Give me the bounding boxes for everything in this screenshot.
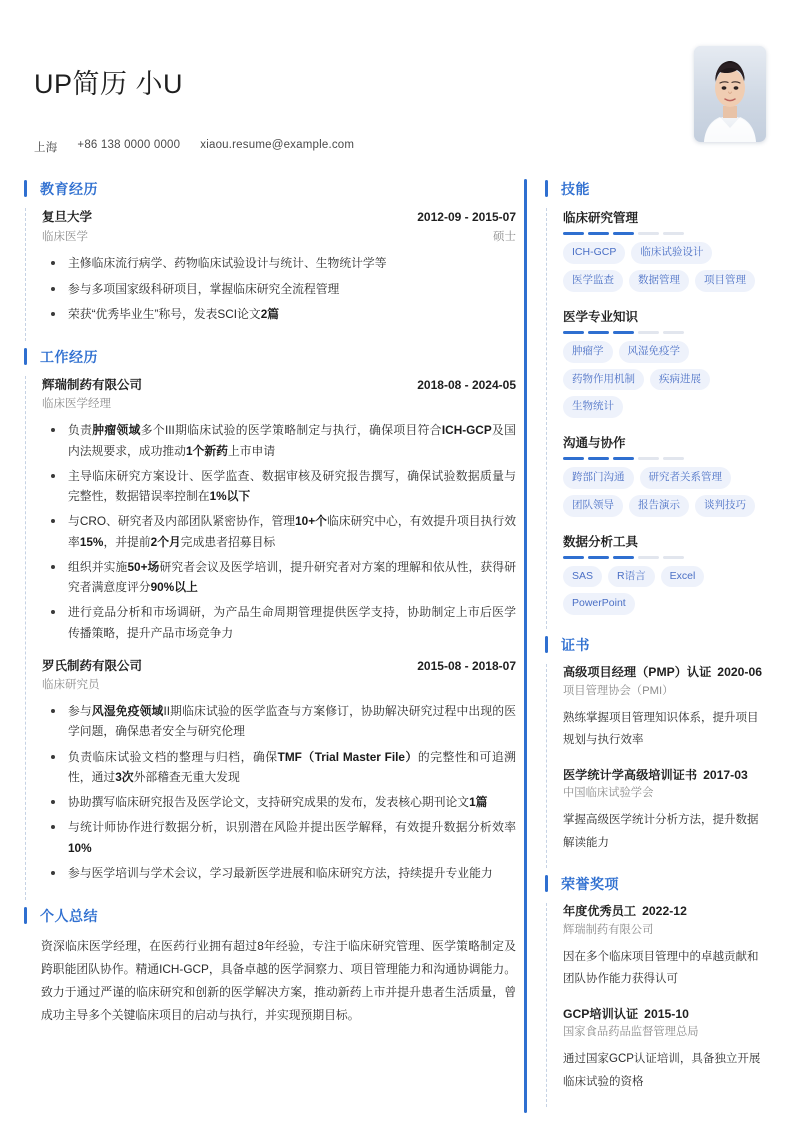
resume-header	[0, 0, 800, 155]
skill-level-segment	[588, 331, 609, 334]
section-header-work	[24, 347, 516, 367]
skill-tag: PowerPoint	[563, 593, 635, 615]
skill-level-segment	[613, 556, 634, 559]
skill-group	[563, 532, 766, 616]
contact-email: xiaou.resume@example.com	[200, 139, 355, 152]
school-name: 复旦大学	[42, 210, 93, 225]
credential-item	[563, 903, 766, 990]
section-certificates	[545, 635, 766, 868]
credential-name: 高级项目经理（PMP）认证	[563, 665, 712, 680]
section-education	[24, 179, 516, 341]
skill-group	[563, 433, 766, 517]
skill-level-segment	[563, 556, 584, 559]
skill-level-segment	[563, 232, 584, 235]
education-date: 2012-09 - 2015-07	[417, 210, 516, 225]
major: 临床医学	[42, 231, 88, 244]
section-header-skills	[545, 179, 766, 199]
skill-level-bar	[563, 331, 766, 334]
section-title-awards: 荣誉奖项	[561, 876, 619, 893]
bullet-item: 协助撰写临床研究报告及医学论文，支持研究成果的发布，发表核心期刊论文1篇	[42, 792, 516, 812]
credential-item	[563, 767, 766, 854]
skill-tag: 肿瘤学	[563, 341, 613, 363]
work-entry	[42, 657, 516, 883]
page-title: UP简历 小U	[34, 69, 184, 99]
credential-item	[563, 664, 766, 751]
skill-tag-list	[563, 566, 766, 616]
skill-group	[563, 307, 766, 418]
header-left	[34, 46, 354, 155]
credential-head	[563, 1006, 766, 1024]
section-summary	[24, 906, 516, 1039]
summary-text: 资深临床医学经理，在医药行业拥有超过8年经验，专注于临床研究管理、医学策略制定及跨职能团队协作。精通ICH-GCP，具备卓越的医学洞察力、项目管理能力和沟通协调能力。致力于通过严谨的临床研究和创新的医学解决方案，推动新药上市并提升患者生活质量，曾成功主导多个关键临床项目的启动与执行，并实现预期目标。	[41, 939, 516, 1023]
credential-org: 辉瑞制药有限公司	[563, 923, 654, 936]
credential-date: 2015-10	[644, 1006, 689, 1021]
skill-level-segment	[638, 232, 659, 235]
education-bullets	[42, 253, 516, 324]
work-entry-head	[42, 657, 516, 676]
skill-tag: ICH-GCP	[563, 242, 625, 264]
skill-level-segment	[588, 556, 609, 559]
credential-org: 中国临床试验学会	[563, 787, 654, 800]
skill-level-segment	[613, 331, 634, 334]
skill-tag: 跨部门沟通	[563, 467, 634, 489]
credential-org: 国家食品药品监督管理总局	[563, 1026, 699, 1039]
skill-level-segment	[588, 232, 609, 235]
credential-date: 2020-06	[717, 665, 763, 680]
work-entry	[42, 376, 516, 643]
skill-level-segment	[663, 331, 684, 334]
contact-location: 上海	[34, 142, 58, 155]
skill-tag: 临床试验设计	[631, 242, 712, 264]
section-body-education	[25, 208, 516, 341]
skill-level-segment	[613, 457, 634, 460]
skill-group	[563, 208, 766, 292]
work-bullets	[42, 420, 516, 643]
skill-level-segment	[638, 457, 659, 460]
skill-level-segment	[638, 331, 659, 334]
skill-tag: 研究者关系管理	[640, 467, 732, 489]
skill-group-name: 沟通与协作	[563, 436, 626, 451]
bullet-item: 负责临床试验文档的整理与归档，确保TMF（Trial Master File）的完整性和可追溯性，通过3次外部稽查无重大发现	[42, 747, 516, 788]
education-entry	[42, 208, 516, 324]
skill-tag-list	[563, 242, 766, 292]
bullet-item: 参与风湿免疫领域II期临床试验的医学监查与方案修订，协助解决研究过程中出现的医学问题，确保患者安全与研究伦理	[42, 701, 516, 742]
skill-level-bar	[563, 556, 766, 559]
credential-name: GCP培训认证	[563, 1006, 639, 1021]
section-work	[24, 347, 516, 900]
credential-name: 医学统计学高级培训证书	[563, 767, 698, 782]
section-body-skills	[546, 208, 766, 629]
job-title: 临床研究员	[42, 678, 100, 691]
job-title: 临床医学经理	[42, 397, 111, 410]
credential-date: 2022-12	[642, 904, 687, 919]
bullet-item: 进行竞品分析和市场调研，为产品生命周期管理提供医学支持，协助制定上市后医学传播策略，提升产品市场竞争力	[42, 602, 516, 643]
skill-tag-list	[563, 467, 766, 517]
skill-level-segment	[638, 556, 659, 559]
credential-head	[563, 767, 766, 785]
skill-tag: Excel	[661, 566, 705, 588]
credential-description: 通过国家GCP认证培训，具备独立开展临床试验的资格	[563, 1053, 761, 1088]
portrait-photo-icon	[694, 46, 766, 142]
bullet-item: 与统计师协作进行数据分析，识别潜在风险并提出医学解释，有效提升数据分析效率10%	[42, 817, 516, 858]
section-title-certificates: 证书	[561, 637, 590, 654]
credential-item	[563, 1006, 766, 1093]
skill-group-name: 数据分析工具	[563, 534, 639, 549]
avatar	[694, 46, 766, 142]
company-name: 辉瑞制药有限公司	[42, 378, 143, 393]
skill-level-segment	[588, 457, 609, 460]
credential-description: 因在多个临床项目管理中的卓越贡献和团队协作能力获得认可	[563, 950, 759, 986]
skill-level-segment	[563, 457, 584, 460]
contact-row	[34, 139, 354, 155]
skill-tag: 项目管理	[695, 270, 755, 292]
resume-body	[0, 179, 800, 1113]
skill-tag: 医学监查	[563, 270, 623, 292]
credential-description: 熟练掌握项目管理知识体系，提升项目规划与执行效率	[563, 711, 759, 747]
section-title-summary: 个人总结	[40, 908, 98, 925]
section-awards	[545, 874, 766, 1107]
skill-tag: 药物作用机制	[563, 369, 644, 391]
skill-tag: 谈判技巧	[695, 495, 755, 517]
right-column	[545, 179, 766, 1113]
bullet-item: 主导临床研究方案设计、医学监查、数据审核及研究报告撰写，确保试验数据质量与完整性，数据错误率控制在1%以下	[42, 466, 516, 507]
section-body-summary	[25, 935, 516, 1039]
bullet-item: 参与多项国家级科研项目，掌握临床研究全流程管理	[42, 279, 516, 299]
section-header-summary	[24, 906, 516, 926]
skill-tag: 团队领导	[563, 495, 623, 517]
section-body-certificates	[546, 664, 766, 868]
skill-level-segment	[663, 556, 684, 559]
bullet-item: 负责肿瘤领域多个III期临床试验的医学策略制定与执行，确保项目符合ICH-GCP及国内法规要求，成功推动1个新药上市申请	[42, 420, 516, 461]
credential-head	[563, 664, 766, 682]
credential-head	[563, 903, 766, 921]
work-entry-sub	[42, 677, 516, 694]
credential-name: 年度优秀员工	[563, 904, 637, 919]
skill-level-bar	[563, 457, 766, 460]
section-title-skills: 技能	[561, 181, 590, 198]
skill-tag: 生物统计	[563, 396, 623, 418]
left-column	[24, 179, 516, 1113]
skill-tag: R语言	[608, 566, 655, 588]
skill-group-name: 医学专业知识	[563, 309, 639, 324]
column-divider	[524, 179, 527, 1113]
section-header-education	[24, 179, 516, 199]
work-entry-sub	[42, 396, 516, 413]
bullet-item: 与CRO、研究者及内部团队紧密协作，管理10+个临床研究中心，有效提升项目执行效率15%，并提前2个月完成患者招募目标	[42, 511, 516, 552]
skill-group-name: 临床研究管理	[563, 211, 639, 226]
skill-tag: 疾病进展	[650, 369, 710, 391]
section-header-awards	[545, 874, 766, 894]
section-skills	[545, 179, 766, 629]
bullet-item: 组织并实施50+场研究者会议及医学培训，提升研究者对方案的理解和依从性，获得研究者满意度评分90%以上	[42, 557, 516, 598]
skill-tag-list	[563, 341, 766, 418]
skill-level-segment	[613, 232, 634, 235]
section-body-awards	[546, 903, 766, 1107]
credential-date: 2017-03	[703, 767, 748, 782]
education-entry-sub	[42, 228, 516, 246]
work-date: 2015-08 - 2018-07	[417, 659, 516, 674]
section-header-certificates	[545, 635, 766, 655]
work-bullets	[42, 701, 516, 883]
skill-tag: 报告演示	[629, 495, 689, 517]
company-name: 罗氏制药有限公司	[42, 659, 143, 674]
section-body-work	[25, 376, 516, 900]
bullet-item: 参与医学培训与学术会议，学习最新医学进展和临床研究方法，持续提升专业能力	[42, 863, 516, 883]
section-title-education: 教育经历	[40, 181, 98, 198]
skill-tag: 风湿免疫学	[619, 341, 690, 363]
degree: 硕士	[493, 231, 516, 244]
skill-tag: SAS	[563, 566, 602, 588]
education-entry-head	[42, 208, 516, 227]
skill-level-segment	[663, 457, 684, 460]
work-entry-head	[42, 376, 516, 395]
credential-org: 项目管理协会（PMI）	[563, 684, 674, 697]
skill-tag: 数据管理	[629, 270, 689, 292]
skill-level-segment	[563, 331, 584, 334]
skill-level-segment	[663, 232, 684, 235]
credential-description: 掌握高级医学统计分析方法，提升数据解读能力	[563, 814, 759, 849]
work-date: 2018-08 - 2024-05	[417, 378, 516, 393]
skill-level-bar	[563, 232, 766, 235]
contact-phone: +86 138 0000 0000	[77, 139, 181, 152]
bullet-item: 主修临床流行病学、药物临床试验设计与统计、生物统计学等	[42, 253, 516, 273]
bullet-item: 荣获“优秀毕业生”称号，发表SCI论文2篇	[42, 304, 516, 324]
section-title-work: 工作经历	[40, 349, 98, 366]
